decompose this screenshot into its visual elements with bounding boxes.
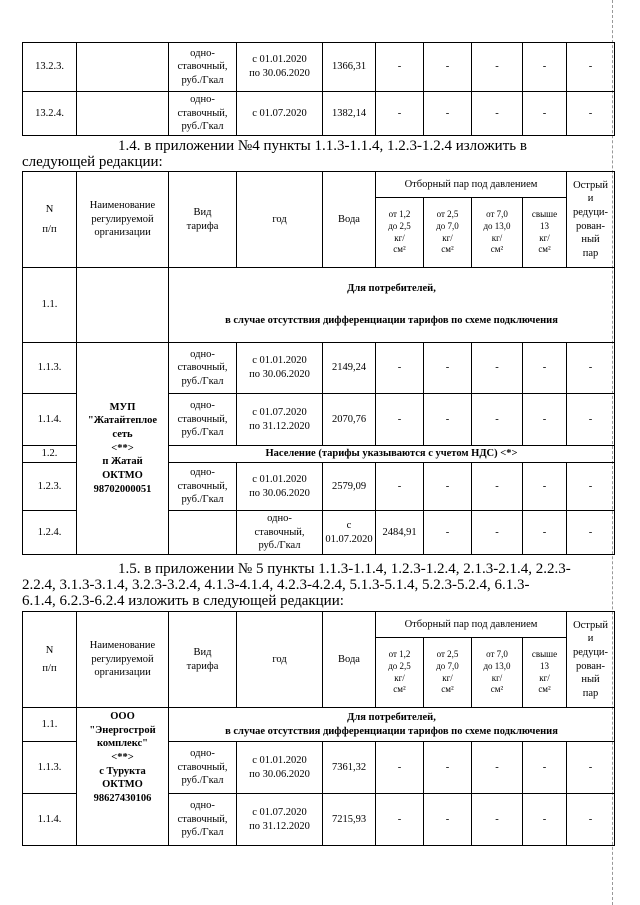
tariff-cell: одно- ставочный, руб./Гкал [169, 463, 237, 511]
paragraph-1-4-line1: 1.4. в приложении №4 пункты 1.1.3-1.1.4, 1.2.3-1.2.4 изложить в [118, 138, 527, 154]
row-number: 1.1.4. [23, 794, 77, 846]
year-cell: с 01.01.2020 по 30.06.2020 [237, 43, 323, 92]
dash-cell: - [472, 794, 523, 846]
group-title: Для потребителей, в случае отсутствия дифференциации тарифов по схеме подключения [169, 268, 615, 343]
header-org: Наименование регулируемой организации [77, 612, 169, 708]
header-row [23, 612, 615, 638]
dash-cell: - [376, 742, 424, 794]
year-cell: с 01.07.2020 по 31.12.2020 [237, 794, 323, 846]
dash-cell: - [523, 43, 567, 92]
paragraph-1-5-line1: 1.5. в приложении № 5 пункты 1.1.3-1.1.4, 1.2.3-1.2.4, 2.1.3-2.1.4, 2.2.3- [118, 561, 571, 577]
dash-cell: - [567, 463, 615, 511]
year-cell: с 01.07.2020 по 31.12.2020 [237, 394, 323, 446]
dash-cell: - [376, 463, 424, 511]
dash-cell: - [472, 92, 523, 136]
dash-cell: - [376, 43, 424, 92]
header-steam-col-2: от 2,5 до 7,0 кг/ см² [424, 638, 472, 708]
org-cell [169, 511, 237, 555]
header-water: Вода [323, 172, 376, 268]
header-sharp: Острый и редуци- рован- ный пар [567, 172, 615, 268]
water-value: 7361,32 [323, 742, 376, 794]
org-name-cell: МУП "Жатайтеплое сеть <**> п Жатай ОКТМО 98702000051 [77, 343, 169, 555]
header-tariff: Вид тарифа [169, 172, 237, 268]
row-number: 1.2.4. [23, 511, 77, 555]
header-steam-col-3: от 7,0 до 13,0 кг/ см² [472, 198, 523, 268]
dash-cell: - [472, 394, 523, 446]
row-number: 1.1.3. [23, 343, 77, 394]
paragraph-1-5-line2: 2.2.4, 3.1.3-3.1.4, 3.2.3-3.2.4, 4.1.3-4.1.4, 4.2.3-4.2.4, 5.1.3-5.1.4, 5.2.3-5.2.4, 6.1.3- [22, 577, 530, 593]
group-title: Для потребителей, в случае отсутствия дифференциации тарифов по схеме подключения [169, 708, 615, 742]
row-number: 1.1. [23, 708, 77, 742]
dash-cell: - [376, 794, 424, 846]
row-number: 1.1.3. [23, 742, 77, 794]
header-steam-col-1: от 1,2 до 2,5 кг/ см² [376, 638, 424, 708]
dash-cell: - [376, 92, 424, 136]
dash-cell: - [567, 343, 615, 394]
continuation-table [22, 42, 615, 136]
dash-cell: - [523, 343, 567, 394]
row-number: 1.1. [23, 268, 77, 343]
tariff-cell: одно- ставочный, руб./Гкал [169, 394, 237, 446]
header-org: Наименование регулируемой организации [77, 172, 169, 268]
header-steam: Отборный пар под давлением [376, 172, 567, 198]
dash-cell: - [523, 463, 567, 511]
dash-cell: - [424, 92, 472, 136]
tariff-cell: одно- ставочный, руб./Гкал [169, 794, 237, 846]
water-value: 7215,93 [323, 794, 376, 846]
dash-cell: - [567, 794, 615, 846]
water-value: 2579,09 [323, 463, 376, 511]
dash-cell: - [523, 742, 567, 794]
tariff-cell: одно- ставочный, руб./Гкал [169, 742, 237, 794]
dash-cell: - [376, 394, 424, 446]
org-cell [77, 92, 169, 136]
row-number: 1.2. [23, 446, 77, 463]
dash-cell: - [523, 511, 567, 555]
dash-cell: - [523, 92, 567, 136]
tariff-cell: одно- ставочный, руб./Гкал [169, 343, 237, 394]
water-value: 1382,14 [323, 92, 376, 136]
group-row [23, 708, 615, 742]
dash-cell: - [567, 43, 615, 92]
header-year: год [237, 612, 323, 708]
dash-cell: - [376, 343, 424, 394]
row-number: 1.2.3. [23, 463, 77, 511]
org-cell [77, 43, 169, 92]
table-row [23, 43, 615, 92]
dash-cell: - [472, 511, 523, 555]
org-cell [77, 268, 169, 343]
row-number: 13.2.3. [23, 43, 77, 92]
tariff-cell: одно- ставочный, руб./Гкал [237, 511, 323, 555]
dash-cell: - [567, 92, 615, 136]
dash-cell: - [472, 463, 523, 511]
water-value: 2070,76 [323, 394, 376, 446]
year-cell: с 01.01.2020 по 30.06.2020 [237, 343, 323, 394]
paragraph-1-5-line3: 6.1.4, 6.2.3-6.2.4 изложить в следующей редакции: [22, 593, 344, 609]
header-year: год [237, 172, 323, 268]
header-steam-col-3: от 7,0 до 13,0 кг/ см² [472, 638, 523, 708]
table-row [23, 343, 615, 394]
year-cell: с 01.01.2020 по 30.06.2020 [237, 742, 323, 794]
row-number: 13.2.4. [23, 92, 77, 136]
dash-cell: - [424, 463, 472, 511]
dash-cell: - [567, 742, 615, 794]
water-value: 1366,31 [323, 43, 376, 92]
year-cell: с 01.07.2020 [323, 511, 376, 555]
dash-cell: - [523, 794, 567, 846]
dash-cell: - [424, 343, 472, 394]
paragraph-1-4-line2: следующей редакции: [22, 154, 163, 170]
dash-cell: - [472, 43, 523, 92]
header-steam: Отборный пар под давлением [376, 612, 567, 638]
header-tariff: Вид тарифа [169, 612, 237, 708]
header-steam-col-4: свыше 13 кг/ см² [523, 638, 567, 708]
header-water: Вода [323, 612, 376, 708]
dash-cell: - [424, 742, 472, 794]
dash-cell: - [567, 394, 615, 446]
header-num: N п/п [23, 172, 77, 268]
tariff-cell: одно- ставочный, руб./Гкал [169, 92, 237, 136]
dash-cell: - [523, 394, 567, 446]
row-number: 1.1.4. [23, 394, 77, 446]
org-name-cell: ООО "Энергострой комплекс" <**> с Турукта ОКТМО 98627430106 [77, 708, 169, 846]
dash-cell: - [472, 343, 523, 394]
dash-cell: - [472, 742, 523, 794]
table-row [23, 92, 615, 136]
group-row [23, 268, 615, 343]
dash-cell: - [567, 511, 615, 555]
dash-cell: - [424, 394, 472, 446]
dash-cell: - [424, 794, 472, 846]
water-value: 2149,24 [323, 343, 376, 394]
water-value: 2484,91 [376, 511, 424, 555]
tariff-table-appendix-5 [22, 611, 615, 846]
header-sharp: Острый и редуци- рован- ный пар [567, 612, 615, 708]
header-steam-col-1: от 1,2 до 2,5 кг/ см² [376, 198, 424, 268]
header-row [23, 172, 615, 198]
header-num: N п/п [23, 612, 77, 708]
tariff-cell: одно- ставочный, руб./Гкал [169, 43, 237, 92]
header-steam-col-4: свыше 13 кг/ см² [523, 198, 567, 268]
year-cell: с 01.07.2020 [237, 92, 323, 136]
dash-cell: - [424, 511, 472, 555]
dash-cell: - [424, 43, 472, 92]
tariff-table-appendix-4 [22, 171, 615, 555]
group-title: Население (тарифы указываются с учетом НДС) <*> [169, 446, 615, 463]
year-cell: с 01.01.2020 по 30.06.2020 [237, 463, 323, 511]
header-steam-col-2: от 2,5 до 7,0 кг/ см² [424, 198, 472, 268]
